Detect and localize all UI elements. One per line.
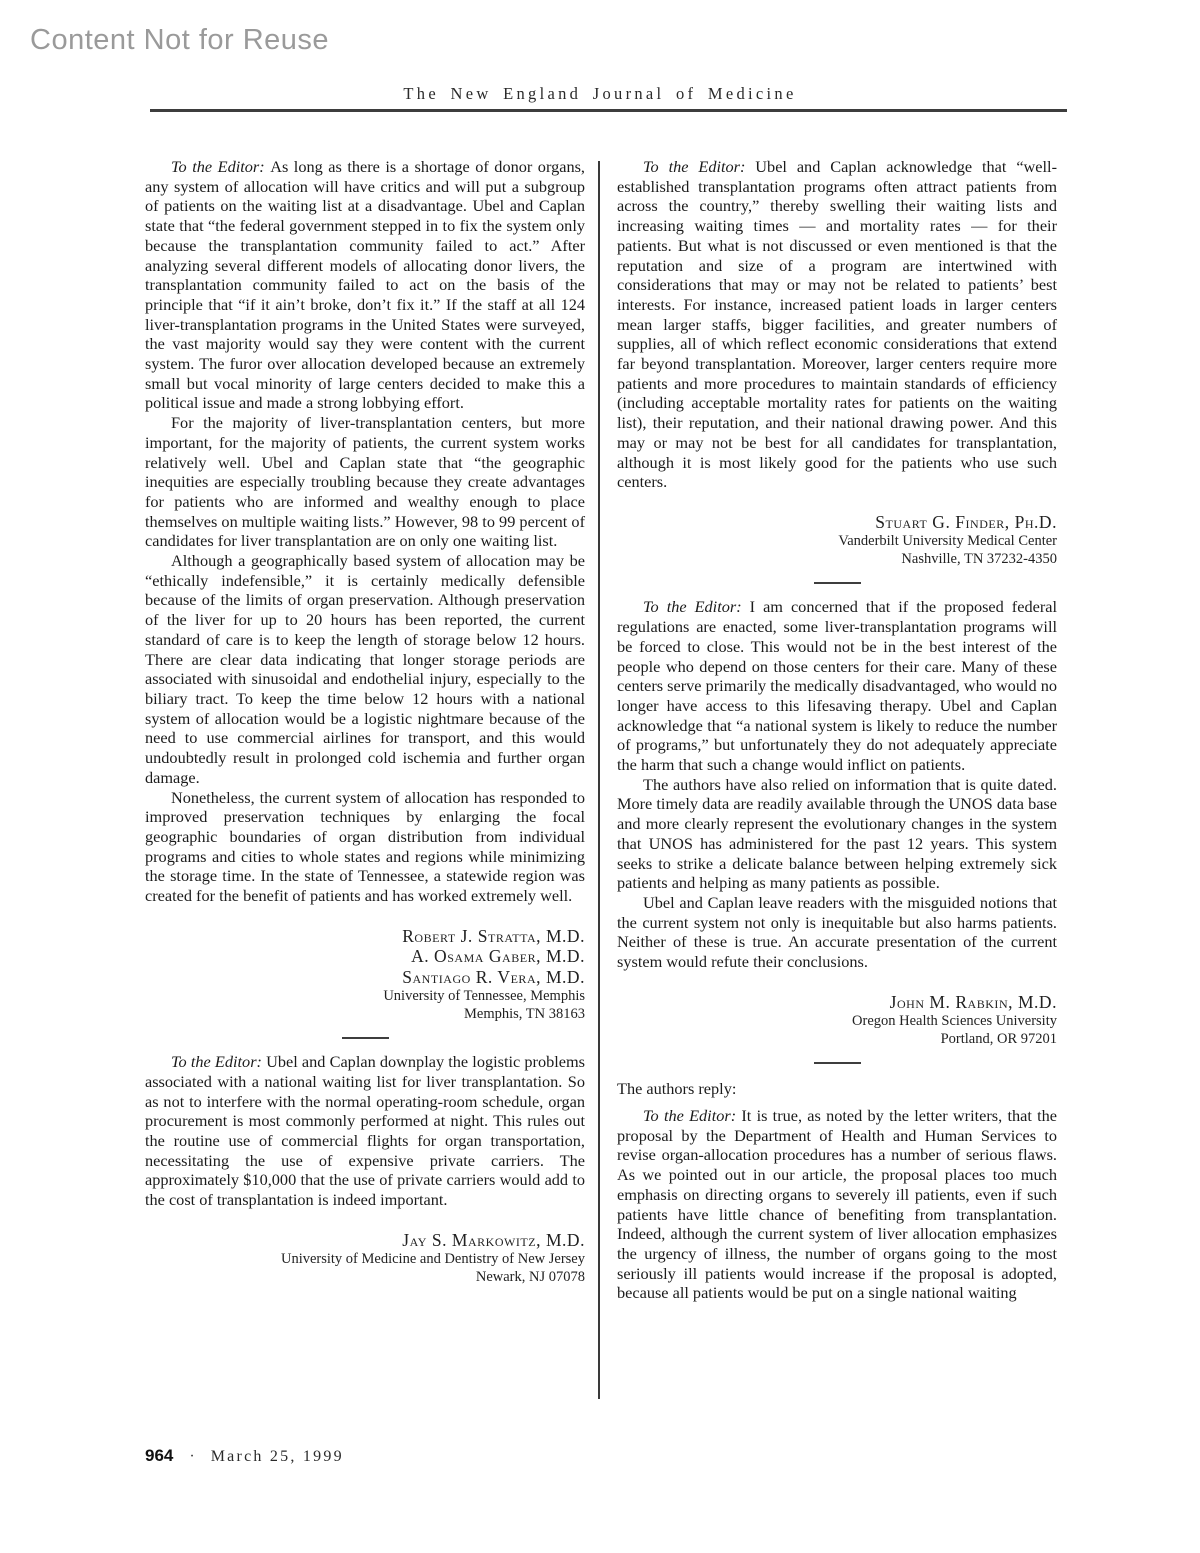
signatory-name: Robert J. Stratta, M.D.	[402, 925, 585, 946]
signatory-affiliation: Portland, OR 97201	[940, 1031, 1057, 1048]
signatory-affiliation: Nashville, TN 37232-4350	[901, 551, 1057, 568]
letter-opening-paragraph: To the Editor: As long as there is a shortage of donor organs, any system of allocation will have critics and will put a subgroup of patients on the waiting list at a disadvantage. Ubel and Caplan state that “the federal government stepped in to fix the system only because the transplantation community failed to act.” After analyzing several different models of allocating donor livers, the transplantation community failed to act on the basis of the principle that “if it ain’t broke, don’t fix it.” If the staff at all 124 liver-transplantation programs in the United States were surveyed, the vast majority would say they were content with the current system. The furor over allocation developed because an extremely small but vocal minority of large centers decided to make this a political issue and made a strong lobbying effort.	[145, 157, 585, 413]
letter-opening-paragraph: To the Editor: Ubel and Caplan downplay the logistic problems associated with a national waiting list for liver transplantation. So as not to interfere with the normal operating-room schedule, organ procurement is most commonly performed at night. This rules out the routine use of commercial flights for organ transportation, necessitating the use of expensive private carriers. The approximately $10,000 that the use of private carriers would add to the cost of transplantation is indeed important.	[145, 1052, 585, 1210]
signatory-affiliation: University of Medicine and Dentistry of New Jersey	[280, 1251, 585, 1268]
to-the-editor-lead-in: To the Editor:	[643, 1106, 742, 1126]
signature-block	[617, 512, 1057, 569]
header-rule	[150, 109, 1067, 112]
signatory-name: John M. Rabkin, M.D.	[889, 991, 1057, 1012]
authors-reply-heading: The authors reply:	[617, 1079, 737, 1099]
footer-dot-separator: ·	[189, 1448, 195, 1465]
to-the-editor-lead-in: To the Editor:	[643, 597, 750, 617]
signature-block	[145, 926, 585, 1024]
signature-block	[145, 1230, 585, 1287]
section-divider-rule	[342, 1037, 389, 1039]
letter-paragraph: For the majority of liver-transplantation centers, but more important, for the majority of patients, the current system works relatively well. Ubel and Caplan state that “the geographic inequities are especially troubling because they create advantages for patients who are informed and wealthy enough to place themselves on multiple waiting lists.” However, 98 to 99 percent of candidates for liver transplantation are on only one waiting list.	[145, 413, 585, 551]
signatory-name: A. Osama Gaber, M.D.	[411, 946, 585, 967]
signatory-name: Santiago R. Vera, M.D.	[402, 966, 585, 987]
signatory-affiliation: Newark, NJ 07078	[475, 1269, 585, 1286]
journal-title: The New England Journal of Medicine	[403, 84, 797, 103]
right-column	[617, 157, 1057, 1303]
letter-paragraph: Nonetheless, the current system of allocation has responded to improved preservation techniques by enlarging the focal geographic boundaries of organ distribution from individual programs and cities to whole states and regions while minimizing the storage time. In the state of Tennessee, a statewide region was created for the benefit of patients and has worked extremely well.	[145, 787, 585, 906]
content-not-for-reuse-watermark: Content Not for Reuse	[30, 24, 330, 56]
to-the-editor-lead-in: To the Editor:	[171, 1052, 267, 1072]
column-divider-rule	[598, 161, 600, 1399]
signatory-affiliation: Vanderbilt University Medical Center	[838, 533, 1057, 550]
section-divider-rule	[814, 582, 861, 584]
signatory-name: Jay S. Markowitz, M.D.	[402, 1229, 585, 1250]
left-column	[145, 157, 585, 1286]
signatory-affiliation: University of Tennessee, Memphis	[383, 988, 585, 1005]
issue-date: March 25, 1999	[210, 1448, 344, 1465]
page-footer	[145, 1446, 344, 1466]
signature-block	[617, 992, 1057, 1049]
letter-opening-paragraph: To the Editor: Ubel and Caplan acknowledge that “well-established transplantation programs often attract patients from across the country,” thereby swelling their waiting lists and increasing waiting times — and mortality rates — for their patients. But what is not discussed or even mentioned is that the reputation and size of a program are intertwined with considerations that may or may not be related to patients’ best interests. For instance, increased patient loads in larger centers mean larger staffs, bigger facilities, and greater numbers of supplies, all of which reflect economic considerations that extend far beyond transplantation. Moreover, larger centers require more patients and more procedures to maintain standards of efficiency (including acceptable mortality rates for patients on the waiting list), their reputation, and their national drawing power. And this may or may not be best for all candidates for transplantation, although it is most likely good for the patients who use such centers.	[617, 157, 1057, 492]
signatory-affiliation: Oregon Health Sciences University	[852, 1013, 1057, 1030]
to-the-editor-lead-in: To the Editor:	[643, 157, 756, 176]
letter-opening-paragraph: To the Editor: It is true, as noted by the letter writers, that the proposal by the Department of Health and Human Services to revise organ-allocation procedures has a number of serious flaws. As we pointed out in our article, the proposal places too much emphasis on directing organs to severely ill patients, even if such patients have little chance of benefiting from transplantation. Indeed, although the current system of liver allocation emphasizes the urgency of illness, the number of organs going to the most seriously ill patients would increase if the proposal is adopted, because all patients would be put on a single national waiting	[617, 1106, 1057, 1303]
page-number: 964	[145, 1446, 174, 1465]
signatory-affiliation: Memphis, TN 38163	[464, 1006, 585, 1023]
to-the-editor-lead-in: To the Editor:	[171, 157, 271, 176]
section-divider-rule	[814, 1062, 861, 1064]
signatory-name: Stuart G. Finder, Ph.D.	[875, 511, 1057, 532]
letter-paragraph: Although a geographically based system of allocation may be “ethically indefensible,” it is certainly medically defensible because of the limits of organ preservation. Although preservation of the liver for up to 20 hours has been reported, the current standard of care is to keep the length of storage below 12 hours. There are clear data indicating that longer storage periods are associated with sinusoidal and endothelial injury, especially to the biliary tract. To keep the time below 12 hours with a national system of allocation would be a logistic nightmare because of the need to use commercial airlines for transport, and this would undoubtedly result in prolonged cold ischemia and further organ damage.	[145, 551, 585, 787]
letter-paragraph: Ubel and Caplan leave readers with the misguided notions that the current system not only is inequitable but also harms patients. Neither of these is true. An accurate presentation of the current system would refute their conclusions.	[617, 893, 1057, 972]
letter-opening-paragraph: To the Editor: I am concerned that if the proposed federal regulations are enacted, some liver-transplantation programs will be forced to close. This would not be in the best interest of the people who depend on those centers for their care. Many of these centers serve primarily the medically disadvantaged, who would no longer have access to this lifesaving therapy. Ubel and Caplan acknowledge that “a national system is likely to reduce the number of programs,” but unfortunately they do not adequately appreciate the harm that such a change would inflict on patients.	[617, 597, 1057, 775]
letter-paragraph: The authors have also relied on information that is quite dated. More timely data are readily available through the UNOS data base and more clearly represent the evolutionary changes in the system that UNOS has administered for the past 12 years. This system seeks to strike a delicate balance between helping extremely sick patients and helping as many patients as possible.	[617, 774, 1057, 893]
